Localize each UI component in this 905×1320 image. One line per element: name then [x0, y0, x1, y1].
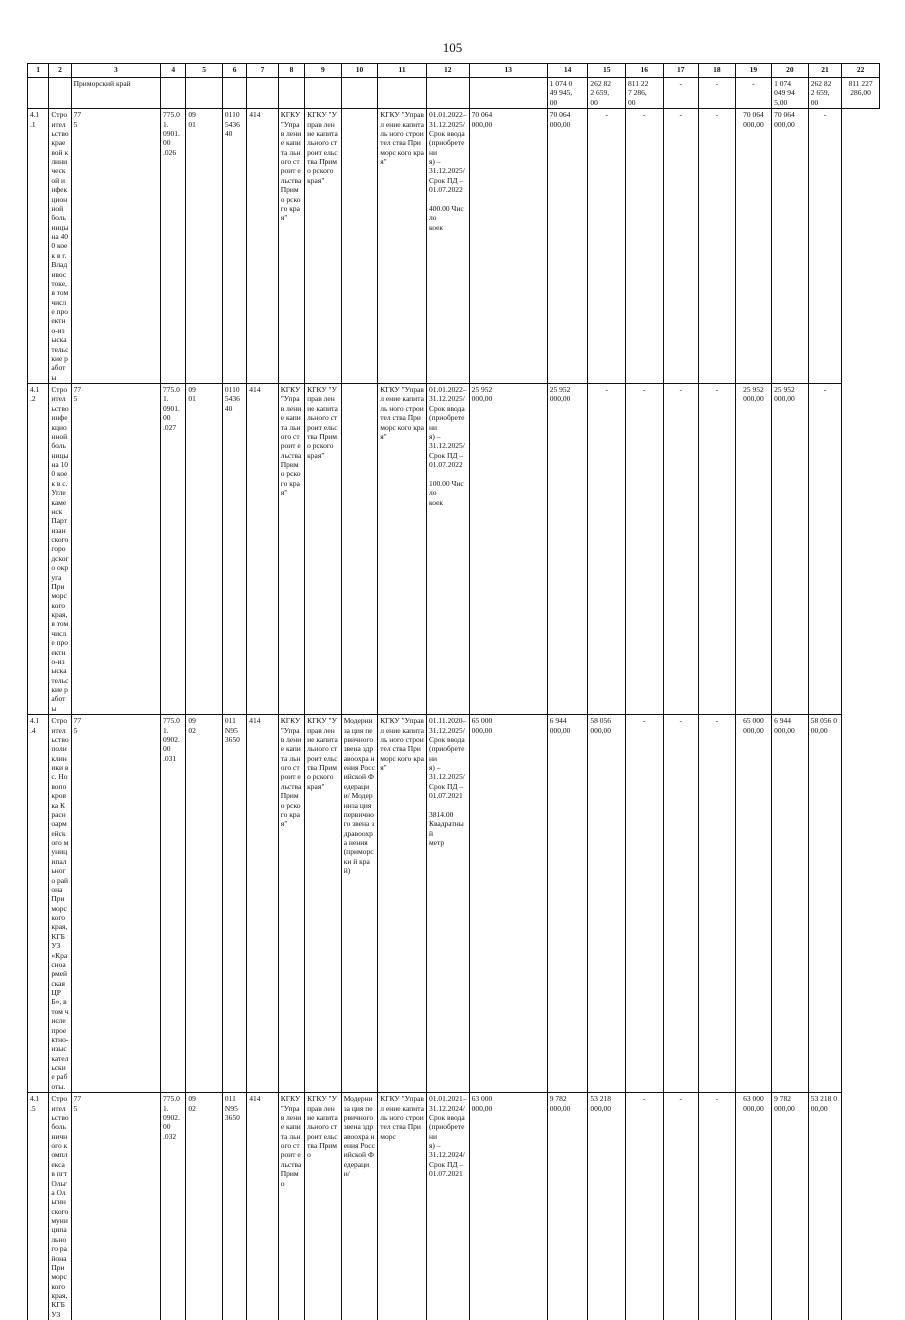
- table-cell: -: [699, 78, 736, 109]
- table-cell: Строительство поликлиники в с. Новопокровка Красноармейского муниципального района Приморского края, КГБУЗ «Красноармейская ЦРБ», в том числе проектно-изыскательские работы.: [49, 715, 71, 1093]
- table-cell: 011 N95 3650: [222, 1093, 246, 1320]
- table-cell: 09 01: [186, 109, 223, 384]
- table-cell: 6 944 000,00: [772, 715, 809, 1093]
- table-cell: 811 22 7 286, 00: [625, 78, 663, 109]
- table-cell: 63 000 000,00: [469, 1093, 547, 1320]
- table-cell: 011 N95 3650: [222, 715, 246, 1093]
- table-cell: [426, 78, 469, 109]
- table-cell: 414: [247, 384, 278, 715]
- table-cell: 77 5: [71, 715, 160, 1093]
- column-header: 8: [278, 64, 304, 78]
- column-header: 22: [842, 64, 880, 78]
- column-header: 19: [735, 64, 772, 78]
- table-cell: 0110 5436 40: [222, 109, 246, 384]
- table-cell: 77 5: [71, 109, 160, 384]
- column-header: 1: [28, 64, 49, 78]
- column-header: 11: [378, 64, 427, 78]
- table-cell: 25 952 000,00: [469, 384, 547, 715]
- table-cell: -: [625, 1093, 663, 1320]
- table-cell: КГКУ "Управ ление капита льного строит ельства Примо: [278, 1093, 304, 1320]
- table-cell: -: [808, 384, 842, 715]
- table-cell: [305, 78, 342, 109]
- page-number: 105: [442, 40, 463, 55]
- table-cell: 1 074 049 94 5,00: [772, 78, 809, 109]
- table-cell: 811 227 286,00: [842, 78, 880, 109]
- table-cell: 25 952 000,00: [772, 384, 809, 715]
- table-cell: 9 782 000,00: [772, 1093, 809, 1320]
- column-header: 17: [663, 64, 699, 78]
- table-cell: 65 000 000,00: [735, 715, 772, 1093]
- table-cell: -: [663, 78, 699, 109]
- table-cell: 65 000 000,00: [469, 715, 547, 1093]
- table-row: [28, 109, 880, 384]
- table-cell: -: [625, 384, 663, 715]
- table-cell: КГКУ "Управл ение капиталь ного строител ства Приморс кого края": [378, 109, 427, 384]
- table-header-row: [28, 64, 880, 78]
- table-cell: Строительство краевой клинической инфекционной больницы на 400 коек в г. Владивостоке, в том числе проектно-изыскательские работы: [49, 109, 71, 384]
- table-cell: 6 944 000,00: [547, 715, 588, 1093]
- table-cell: -: [699, 384, 736, 715]
- column-header: 2: [49, 64, 71, 78]
- column-header: 21: [808, 64, 842, 78]
- table-cell: -: [663, 715, 699, 1093]
- table-cell: 77 5: [71, 1093, 160, 1320]
- table-cell: Приморский край: [71, 78, 160, 109]
- table-row: [28, 715, 880, 1093]
- table-cell: 775.01. 0902.00 .031: [161, 715, 186, 1093]
- table-cell: КГКУ "Управ ление капита льного строит ельства Примо рского края": [278, 384, 304, 715]
- table-cell: КГКУ "Управ ление капита льного строит ельства Примо рского края": [305, 109, 342, 384]
- table-cell: 4.1 .5: [28, 1093, 49, 1320]
- table-cell: 53 218 0 00,00: [808, 1093, 842, 1320]
- table-cell: 01.01.2021– 31.12.2024/ Срок ввода (приобретени я) – 31.12.2024/ Срок ПД – 01.07.2021: [426, 1093, 469, 1320]
- table-cell: 09 01: [186, 384, 223, 715]
- table-cell: 09 02: [186, 1093, 223, 1320]
- table-cell: [378, 78, 427, 109]
- table-cell: 1 074 0 49 945, 00: [547, 78, 588, 109]
- table-cell: 0110 5436 40: [222, 384, 246, 715]
- table-cell: -: [735, 78, 772, 109]
- table-cell: 09 02: [186, 715, 223, 1093]
- column-header: 6: [222, 64, 246, 78]
- column-header: 20: [772, 64, 809, 78]
- table-cell: [161, 78, 186, 109]
- column-header: 7: [247, 64, 278, 78]
- table-cell: КГКУ "Управ ление капита льного строит ельства Примо рского края": [278, 715, 304, 1093]
- table-cell: 01.01.2022– 31.12.2025/ Срок ввода (приобретени я) – 31.12.2025/ Срок ПД – 01.07.2022 400.00 Число коек: [426, 109, 469, 384]
- table-cell: 262 82 2 659, 00: [808, 78, 842, 109]
- column-header: 4: [161, 64, 186, 78]
- table-cell: 25 952 000,00: [735, 384, 772, 715]
- table-cell: 58 056 0 00,00: [808, 715, 842, 1093]
- table-cell: КГКУ "Управл ение капиталь ного строител ства Приморс: [378, 1093, 427, 1320]
- table-cell: -: [625, 109, 663, 384]
- table-cell: [469, 78, 547, 109]
- table-cell: 77 5: [71, 384, 160, 715]
- table-cell: -: [699, 715, 736, 1093]
- table-cell: [278, 78, 304, 109]
- table-cell: -: [588, 109, 626, 384]
- investment-table: [27, 63, 880, 1320]
- table-cell: 4.1 .4: [28, 715, 49, 1093]
- table-cell: -: [663, 1093, 699, 1320]
- table-cell: 53 218 000,00: [588, 1093, 626, 1320]
- table-cell: [341, 109, 378, 384]
- column-header: 15: [588, 64, 626, 78]
- table-cell: -: [663, 384, 699, 715]
- table-cell: Модерниза ция первичного звена здравоохра нения Российской Федерации/ Модерниза ция первичного звена здравоохра нения (приморски й край): [341, 715, 378, 1093]
- table-row: [28, 1093, 880, 1320]
- table-cell: -: [699, 109, 736, 384]
- column-header: 14: [547, 64, 588, 78]
- column-header: 18: [699, 64, 736, 78]
- table-cell: КГКУ "Управл ение капиталь ного строител ства Приморс кого края": [378, 384, 427, 715]
- table-cell: 63 000 000,00: [735, 1093, 772, 1320]
- table-cell: 775.01. 0902.00 .032: [161, 1093, 186, 1320]
- table-cell: [28, 78, 49, 109]
- table-cell: 4.1 .1: [28, 109, 49, 384]
- table-cell: 414: [247, 109, 278, 384]
- column-header: 16: [625, 64, 663, 78]
- table-cell: -: [808, 109, 842, 384]
- table-cell: КГКУ "Управ ление капита льного строит ельства Примо рского края": [305, 384, 342, 715]
- table-cell: [341, 78, 378, 109]
- column-header: 9: [305, 64, 342, 78]
- table-row: [28, 78, 880, 109]
- table-cell: 01.01.2022– 31.12.2025/ Срок ввода (приобретени я) – 31.12.2025/ Срок ПД – 01.07.2022 100.00 Число коек: [426, 384, 469, 715]
- column-header: 13: [469, 64, 547, 78]
- table-cell: [186, 78, 223, 109]
- table-cell: КГКУ "Управ ление капита льного строит ельства Примо рского края": [278, 109, 304, 384]
- column-header: 5: [186, 64, 223, 78]
- table-cell: Строительство больничного комплекса в пгт Ольга Ольгинского муниципального района Приморского края, КГБУЗ: [49, 1093, 71, 1320]
- table-cell: 70 064 000,00: [469, 109, 547, 384]
- table-cell: 414: [247, 1093, 278, 1320]
- table-cell: -: [663, 109, 699, 384]
- table-cell: 9 782 000,00: [547, 1093, 588, 1320]
- table-cell: Строительство инфекционной больницы на 100 коек в с. Углекаменск Партизанского городского округа Приморского края, в том числе проектно-изыскательские работы: [49, 384, 71, 715]
- column-header: 10: [341, 64, 378, 78]
- table-row: [28, 384, 880, 715]
- table-cell: [49, 78, 71, 109]
- column-header: 12: [426, 64, 469, 78]
- table-cell: -: [699, 1093, 736, 1320]
- table-cell: 262 82 2 659, 00: [588, 78, 626, 109]
- table-cell: Модерниза ция первичного звена здравоохра нения Российской Федерации/: [341, 1093, 378, 1320]
- table-cell: 25 952 000,00: [547, 384, 588, 715]
- table-cell: 58 056 000,00: [588, 715, 626, 1093]
- table-cell: 70 064 000,00: [772, 109, 809, 384]
- column-header: 3: [71, 64, 160, 78]
- table-cell: КГКУ "Управл ение капиталь ного строител ства Приморс кого края": [378, 715, 427, 1093]
- table-cell: КГКУ "Управ ление капита льного строит ельства Примо рского края": [305, 715, 342, 1093]
- table-cell: 775.01. 0901.00 .026: [161, 109, 186, 384]
- table-cell: 01.11.2020– 31.12.2025/ Срок ввода (приобретени я) – 31.12.2025/ Срок ПД – 01.07.2021 3814.00 Квадратный метр: [426, 715, 469, 1093]
- table-cell: 70 064 000,00: [547, 109, 588, 384]
- table-cell: -: [625, 715, 663, 1093]
- table-cell: [341, 384, 378, 715]
- table-cell: [222, 78, 246, 109]
- table-cell: 4.1 .2: [28, 384, 49, 715]
- table-cell: [247, 78, 278, 109]
- table-cell: 414: [247, 715, 278, 1093]
- table-cell: 775.01. 0901.00 .027: [161, 384, 186, 715]
- table-cell: 70 064 000,00: [735, 109, 772, 384]
- table-cell: -: [588, 384, 626, 715]
- table-cell: КГКУ "Управ ление капита льного строит ельства Примо: [305, 1093, 342, 1320]
